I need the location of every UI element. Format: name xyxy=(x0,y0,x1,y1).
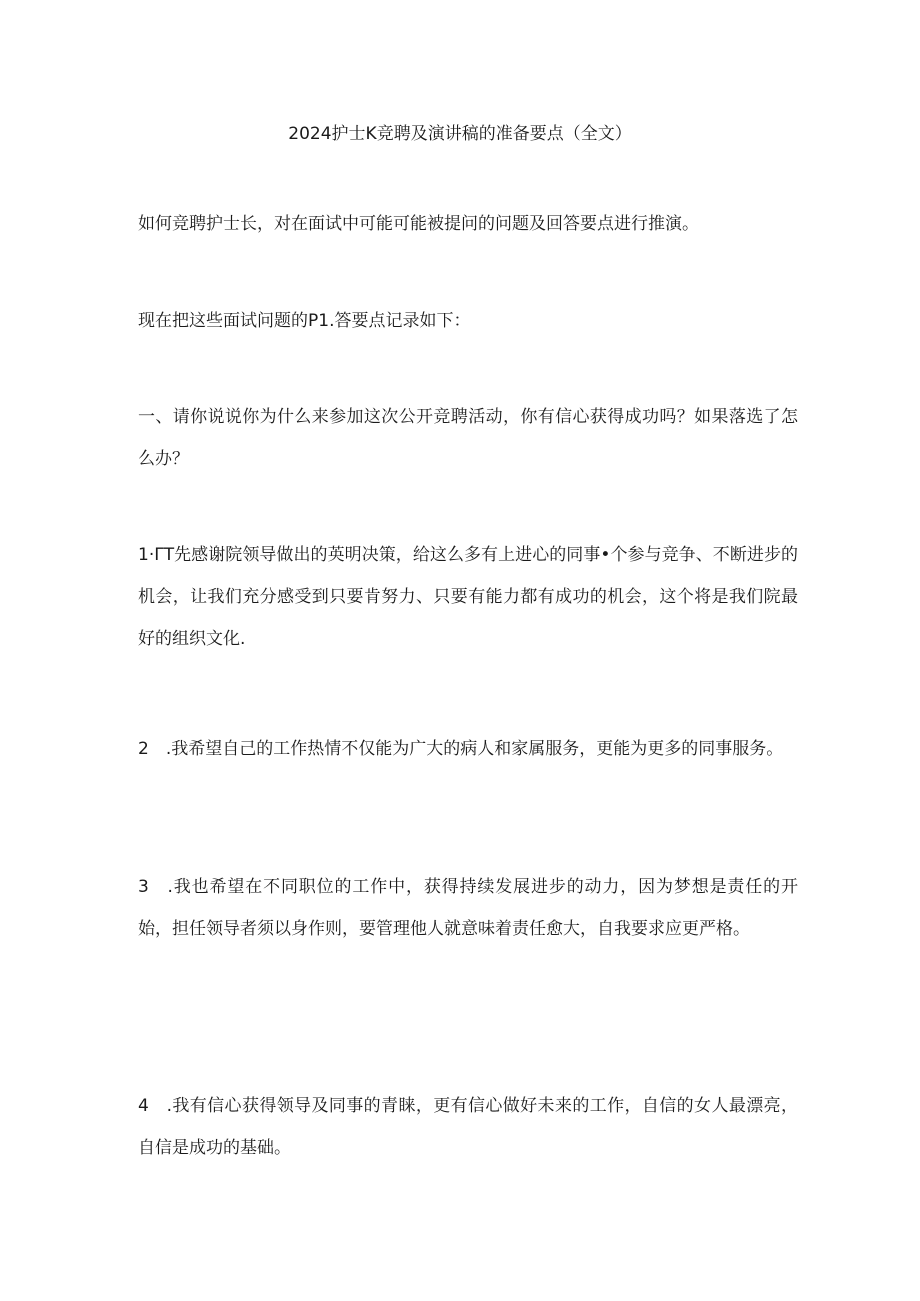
paragraph-answer-4: 4 .我有信心获得领导及同事的青睐，更有信心做好未来的工作，自信的女人最漂亮，自信是成功的基础。 xyxy=(138,1096,798,1158)
document-title: 2024护士K竞聘及演讲稿的准备要点（全文） xyxy=(288,124,632,144)
paragraph-intro: 如何竞聘护士长，对在面试中可能可能被提问的问题及回答要点进行推演。 xyxy=(138,214,699,234)
paragraph-record-note: 现在把这些面试问题的P1.答要点记录如下： xyxy=(138,311,471,331)
paragraph-answer-2: 2 .我希望自己的工作热情不仅能为广大的病人和家属服务，更能为更多的同事服务。 xyxy=(138,739,784,759)
paragraph-answer-1: 1·ΓT先感谢院领导做出的英明决策，给这么多有上进心的同事•个参与竞争、不断进步的机会，让我们充分感受到只要肯努力、只要有能力都有成功的机会，这个将是我们院最好的组织文化. xyxy=(138,545,798,649)
paragraph-question-1: 一、请你说说你为什么来参加这次公开竞聘活动，你有信心获得成功吗？如果落选了怎么办？ xyxy=(138,407,798,469)
paragraph-answer-3: 3 .我也希望在不同职位的工作中，获得持续发展进步的动力，因为梦想是责任的开始，担任领导者须以身作则，要管理他人就意味着责任愈大，自我要求应更严格。 xyxy=(138,877,798,939)
